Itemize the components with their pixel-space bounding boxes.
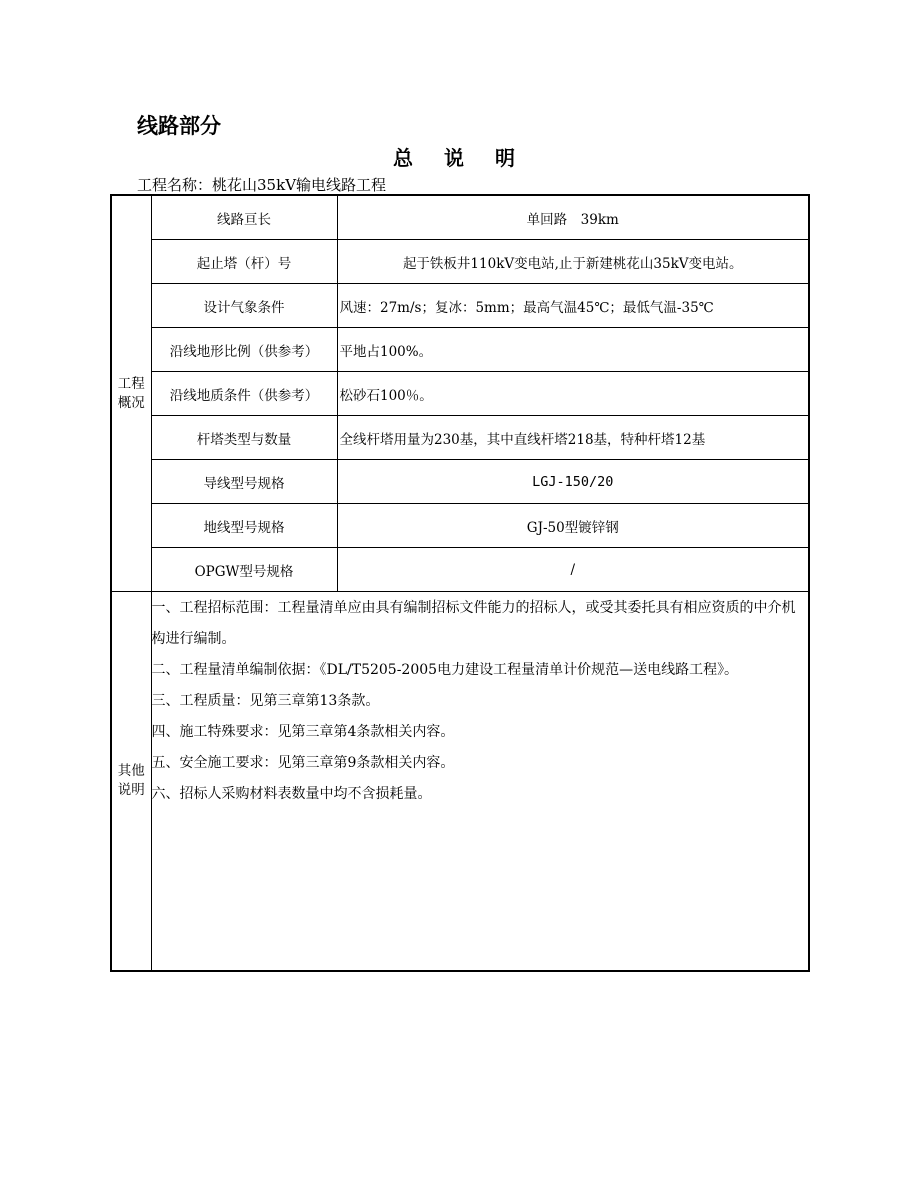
table-row (111, 548, 809, 592)
row-label: 设计气象条件 (151, 284, 337, 328)
row-label: 导线型号规格 (151, 460, 337, 504)
row-label: 杆塔类型与数量 (151, 416, 337, 460)
section-title: 线路部分 (137, 114, 221, 138)
row-value: / (337, 548, 809, 592)
row-label: 沿线地质条件（供参考） (151, 372, 337, 416)
row-value: 平地占100%。 (337, 328, 809, 372)
table-row (111, 195, 809, 240)
table-row (111, 240, 809, 284)
list-item: 四、施工特殊要求：见第三章第4条款相关内容。 (151, 724, 455, 740)
list-item: 五、安全施工要求：见第三章第9条款相关内容。 (151, 755, 455, 771)
row-label: 起止塔（杆）号 (151, 240, 337, 284)
row-label: OPGW型号规格 (151, 548, 337, 592)
row-value: 风速：27m/s；复冰：5mm；最高气温45℃；最低气温-35℃ (337, 284, 809, 328)
side-label-line: 说明 (117, 782, 145, 798)
row-value: 全线杆塔用量为230基，其中直线杆塔218基，特种杆塔12基 (337, 416, 809, 460)
list-item: 六、招标人采购材料表数量中均不含损耗量。 (151, 786, 432, 802)
side-label-line: 其他 (117, 763, 145, 779)
row-label: 沿线地形比例（供参考） (151, 328, 337, 372)
project-name-line (137, 174, 386, 195)
row-value: 单回路 39km (337, 195, 809, 240)
overview-table (110, 194, 810, 972)
row-value: 起于铁板井110kV变电站,止于新建桃花山35kV变电站。 (337, 240, 809, 284)
list-item: 二、工程量清单编制依据：《DL/T5205-2005电力建设工程量清单计价规范—送电线路工程》。 (151, 662, 739, 678)
notes-list (152, 592, 809, 810)
notes-side-label (111, 592, 151, 972)
list-item: 一、工程招标范围：工程量清单应由具有编制招标文件能力的招标人，或受其委托具有相应资质的中介机构进行编制。 (151, 600, 796, 647)
row-value: GJ-50型镀锌钢 (337, 504, 809, 548)
notes-cell (151, 592, 809, 972)
document-title: 总 说 明 (393, 146, 527, 170)
table-row (111, 284, 809, 328)
side-label-line: 概况 (117, 394, 145, 411)
row-value: LGJ-150/20 (337, 460, 809, 504)
table-row (111, 328, 809, 372)
table-row (111, 372, 809, 416)
table-row (111, 416, 809, 460)
project-name-value: 桃花山35kV输电线路工程 (212, 176, 387, 194)
table-row (111, 504, 809, 548)
list-item: 三、工程质量：见第三章第13条款。 (151, 693, 380, 709)
table-row (111, 592, 809, 972)
table-row (111, 460, 809, 504)
row-value: 松砂石100％。 (337, 372, 809, 416)
side-label-line: 工程 (117, 375, 145, 392)
overview-side-label (111, 195, 151, 592)
row-label: 线路亘长 (151, 195, 337, 240)
project-name-label: 工程名称： (137, 176, 213, 194)
row-label: 地线型号规格 (151, 504, 337, 548)
